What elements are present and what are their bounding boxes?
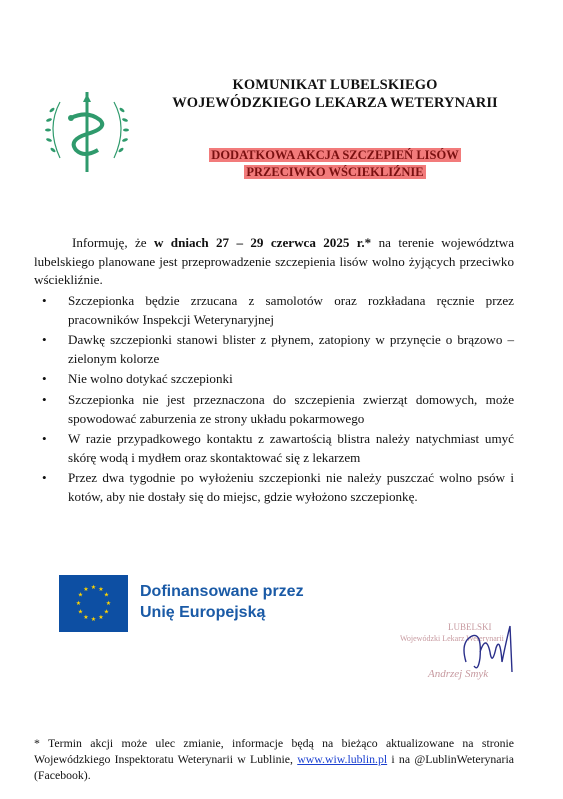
footnote-text: * Termin akcji może ulec zmianie, informacje będą na bieżąco aktualizowane na stronie Wojewódzkiego Inspektoratu Weterynarii w Lublinie, — [34, 736, 514, 766]
campaign-title — [150, 147, 520, 181]
title-line-1: KOMUNIKAT LUBELSKIEGO — [232, 77, 438, 93]
title-line-2: WOJEWÓDZKIEGO LEKARZA WETERYNARII — [172, 95, 498, 111]
footnote-text-2: i na @LublinWeterynaria (Facebook). — [34, 752, 514, 782]
svg-text:★: ★ — [83, 586, 89, 593]
stamp-line-2: Wojewódzki Lekarz Weterynarii — [400, 634, 504, 643]
signature-icon — [456, 622, 518, 684]
list-item: • Dawkę szczepionki stanowi blister z płynem, zatopiony w przynęcie o brązowo – zielonym kolorze — [34, 331, 514, 368]
svg-text:★: ★ — [105, 600, 112, 607]
eu-line-1: Dofinansowane przez — [140, 583, 304, 600]
svg-text:★: ★ — [98, 614, 104, 621]
eu-line-2: Unię Europejską — [140, 604, 266, 621]
svg-text:★: ★ — [90, 616, 97, 623]
authority-title — [150, 76, 520, 112]
svg-text:★: ★ — [77, 591, 84, 599]
website-link[interactable]: www.wiw.lublin.pl — [297, 752, 388, 766]
intro-text-2: na terenie województwa lubelskiego planowane jest przeprowadzenie szczepienia lisów wolno żyjących przeciwko wściekliźnie. — [34, 235, 515, 288]
list-item: • Szczepionka nie jest przeznaczona do szczepienia zwierząt domowych, może spowodować zaburzenia ze strony układu pokarmowego — [34, 391, 514, 428]
campaign-title-line-1: DODATKOWA AKCJA SZCZEPIEŃ LISÓW — [211, 148, 459, 162]
campaign-title-line-2: PRZECIWKO WŚCIEKLIŹNIE — [246, 165, 424, 179]
intro-text-1: Informuję, że — [72, 235, 154, 250]
instructions-list — [34, 292, 514, 509]
svg-text:★: ★ — [75, 600, 82, 607]
eu-flag-icon — [59, 575, 128, 632]
list-item: • Szczepionka będzie zrzucana z samolotów oraz rozkładana ręcznie przez pracowników Inspekcji Weterynaryjnej — [34, 292, 514, 329]
eu-funding-label — [140, 581, 304, 623]
svg-text:★: ★ — [103, 591, 110, 599]
intro-date: w dniach 27 – 29 czerwca 2025 r.* — [153, 235, 372, 250]
footnote — [34, 735, 514, 783]
list-item: • Nie wolno dotykać szczepionki — [34, 370, 514, 389]
svg-text:★: ★ — [103, 608, 110, 616]
list-item: • Przez dwa tygodnie po wyłożeniu szczepionki nie należy puszczać wolno psów i kotów, aby nie dostały się do miejsc, gdzie wyłożono szczepionkę. — [34, 469, 514, 506]
stamp-line-3: Andrzej Smyk — [428, 668, 489, 680]
svg-text:★: ★ — [90, 584, 97, 591]
veterinary-logo-icon — [38, 88, 136, 178]
svg-text:★: ★ — [98, 586, 104, 593]
svg-text:★: ★ — [77, 608, 84, 616]
intro-paragraph — [34, 234, 514, 290]
svg-text:★: ★ — [83, 614, 89, 621]
list-item: • W razie przypadkowego kontaktu z zawartością blistra należy natychmiast umyć skórę wodą i mydłem oraz skontaktować się z lekarzem — [34, 430, 514, 467]
stamp-line-1: LUBELSKI — [448, 622, 492, 632]
